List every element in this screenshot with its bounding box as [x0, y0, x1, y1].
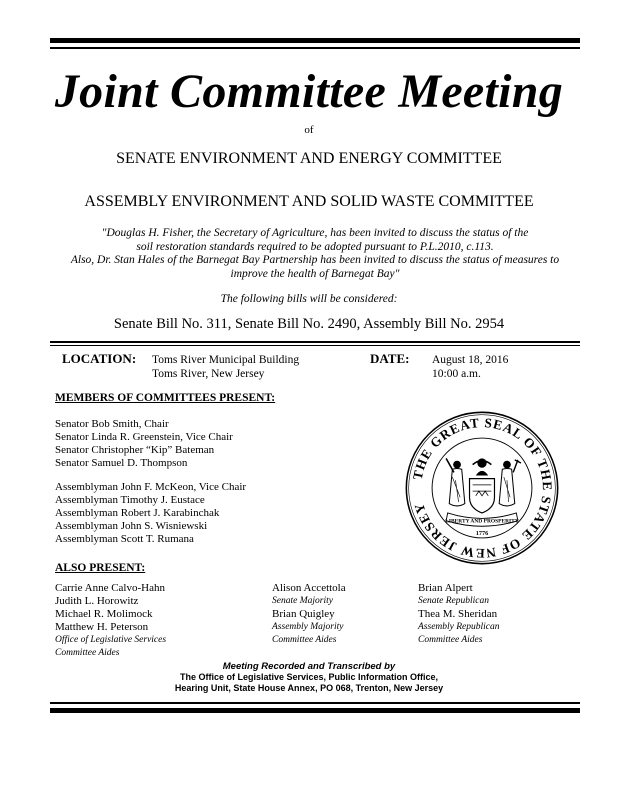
staff-column-1 — [55, 582, 166, 660]
affiliation: Senate Republican — [418, 596, 489, 606]
affiliation: Office of Legislative Services — [55, 635, 167, 645]
affiliation: Committee Aides — [55, 648, 120, 658]
credit-line: Hearing Unit, State House Annex, PO 068, Trenton, New Jersey — [174, 683, 444, 693]
staff-column-3 — [418, 582, 500, 647]
transcription-credit — [0, 661, 618, 694]
list-item: Senator Linda R. Greenstein, Vice Chair — [55, 431, 233, 443]
page-title: Joint Committee Meeting — [54, 65, 564, 118]
list-item: Brian Quigley — [272, 608, 335, 620]
list-item: Carrie Anne Calvo-Hahn — [55, 582, 165, 594]
of-text: of — [304, 124, 314, 136]
list-item: Assemblyman Timothy J. Eustace — [55, 494, 205, 506]
assembly-committee-name: ASSEMBLY ENVIRONMENT AND SOLID WASTE COMMITTEE — [84, 193, 534, 210]
bottom-rule-thick — [50, 708, 580, 713]
date-line: August 18, 2016 — [432, 354, 509, 366]
list-item: Assemblyman Robert J. Karabinchak — [55, 507, 220, 519]
list-item: Michael R. Molimock — [55, 608, 153, 620]
senate-committee-name: SENATE ENVIRONMENT AND ENERGY COMMITTEE — [116, 150, 502, 167]
bills-list: Senate Bill No. 311, Senate Bill No. 2490, Assembly Bill No. 2954 — [113, 316, 505, 332]
list-item: Assemblyman John F. McKeon, Vice Chair — [55, 481, 247, 493]
list-item: Judith L. Horowitz — [55, 595, 139, 607]
also-present-heading: ALSO PRESENT: — [55, 562, 146, 574]
location-line: Toms River, New Jersey — [152, 368, 265, 380]
bottom-rule-thin — [50, 702, 580, 704]
date-line: 10:00 a.m. — [432, 368, 481, 380]
list-item: Thea M. Sheridan — [418, 608, 498, 620]
bills-intro: The following bills will be considered: — [220, 293, 398, 305]
top-rule-thin — [50, 47, 580, 49]
list-item: Matthew H. Peterson — [55, 621, 149, 633]
description-line: Also, Dr. Stan Hales of the Barnegat Bay Partnership has been invited to discuss the status of measures to — [70, 254, 560, 266]
staff-column-2 — [272, 582, 346, 647]
date-value — [432, 353, 508, 381]
seal-ring-text: THE GREAT SEAL OF THE STATE OF NEW JERSEY — [409, 415, 555, 561]
list-item: Senator Samuel D. Thompson — [55, 457, 188, 469]
date-label: DATE: — [370, 351, 410, 366]
location-line: Toms River Municipal Building — [152, 354, 300, 366]
list-item: Assemblyman John S. Wisniewski — [55, 520, 208, 532]
top-rule-thick — [50, 38, 580, 43]
description-line: soil restoration standards required to be adopted pursuant to P.L.2010, c.113. — [136, 240, 494, 253]
info-rule-thin — [50, 345, 580, 346]
meeting-description — [50, 227, 580, 281]
seal-year: 1776 — [475, 529, 489, 537]
list-item: Alison Accettola — [272, 582, 346, 594]
description-line: "Douglas H. Fisher, the Secretary of Agriculture, has been invited to discuss the status of the — [101, 227, 529, 239]
members-heading: MEMBERS OF COMMITTEES PRESENT: — [55, 392, 276, 404]
list-item: Senator Christopher “Kip” Bateman — [55, 444, 215, 456]
affiliation: Committee Aides — [272, 635, 337, 645]
location-value — [152, 353, 299, 381]
state-seal-icon — [404, 410, 560, 566]
info-rule-thick — [50, 341, 580, 343]
location-label: LOCATION: — [62, 351, 137, 366]
credit-heading: Meeting Recorded and Transcribed by — [222, 661, 396, 672]
list-item: Brian Alpert — [418, 582, 473, 594]
list-item: Assemblyman Scott T. Rumana — [55, 533, 194, 545]
affiliation: Senate Majority — [272, 596, 333, 606]
list-item: Senator Bob Smith, Chair — [55, 418, 169, 430]
senators-list — [55, 418, 233, 470]
affiliation: Assembly Majority — [272, 622, 344, 632]
affiliation: Committee Aides — [418, 635, 483, 645]
affiliation: Assembly Republican — [418, 622, 500, 632]
credit-line: The Office of Legislative Services, Public Information Office, — [179, 672, 439, 682]
description-line: improve the health of Barnegat Bay" — [230, 267, 400, 280]
seal-motto: LIBERTY AND PROSPERITY — [445, 518, 519, 525]
assemblymen-list — [55, 481, 246, 546]
